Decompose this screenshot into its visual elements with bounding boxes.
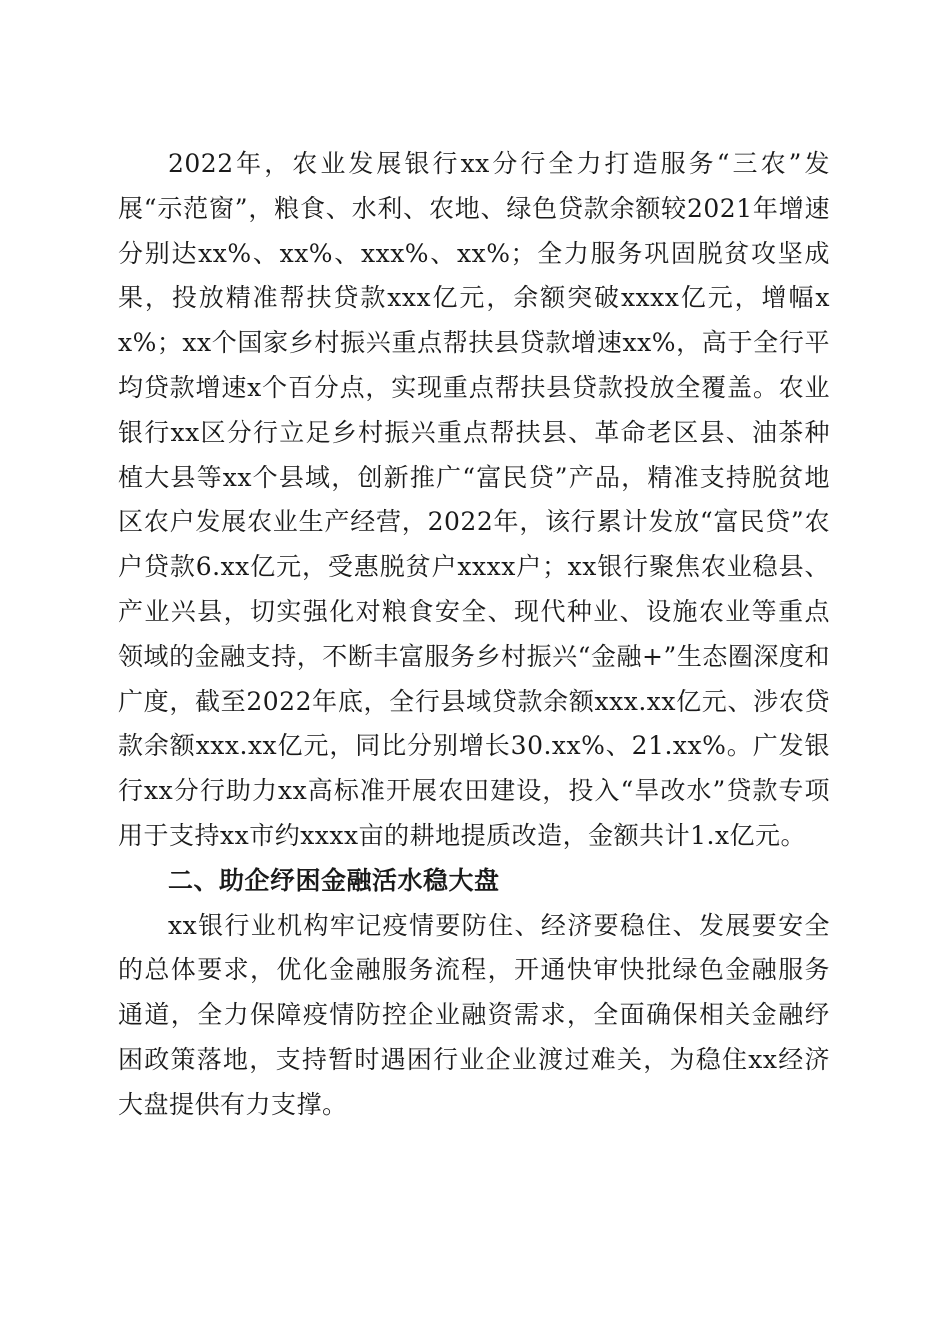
paragraph-enterprise-relief: xx银行业机构牢记疫情要防住、经济要稳住、发展要安全的总体要求，优化金融服务流程，开通快审快批绿色金融服务通道，全力保障疫情防控企业融资需求，全面确保相关金融纾困政策落地，支持暂时遇困行业企业渡过难关，为稳住xx经济大盘提供有力支撑。 <box>118 910 830 1119</box>
paragraph-rural-finance: 2022年，农业发展银行xx分行全力打造服务“三农”发展“示范窗”，粮食、水利、农地、绿色贷款余额较2021年增速分别达xx%、xx%、xxx%、xx%；全力服务巩固脱贫攻坚成果，投放精准帮扶贷款xxx亿元，余额突破xxxx亿元，增幅xx%；xx个国家乡村振兴重点帮扶县贷款增速xx%，高于全行平均贷款增速x个百分点，实现重点帮扶县贷款投放全覆盖。农业银行xx区分行立足乡村振兴重点帮扶县、革命老区县、油茶种植大县等xx个县域，创新推广“富民贷”产品，精准支持脱贫地区农户发展农业生产经营，2022年，该行累计发放“富民贷”农户贷款6.xx亿元，受惠脱贫户xxxx户；xx银行聚焦农业稳县、产业兴县，切实强化对粮食安全、现代种业、设施农业等重点领域的金融支持，不断丰富服务乡村振兴“金融+”生态圈深度和广度，截至2022年底，全行县域贷款余额xxx.xx亿元、涉农贷款余额xxx.xx亿元，同比分别增长30.xx%、21.xx%。广发银行xx分行助力xx高标准开展农田建设，投入“旱改水”贷款专项用于支持xx市约xxxx亩的耕地提质改造，金额共计1.x亿元。 <box>118 149 830 850</box>
document-body <box>118 142 830 1128</box>
section-heading: 二、助企纾困金融活水稳大盘 <box>168 865 500 895</box>
